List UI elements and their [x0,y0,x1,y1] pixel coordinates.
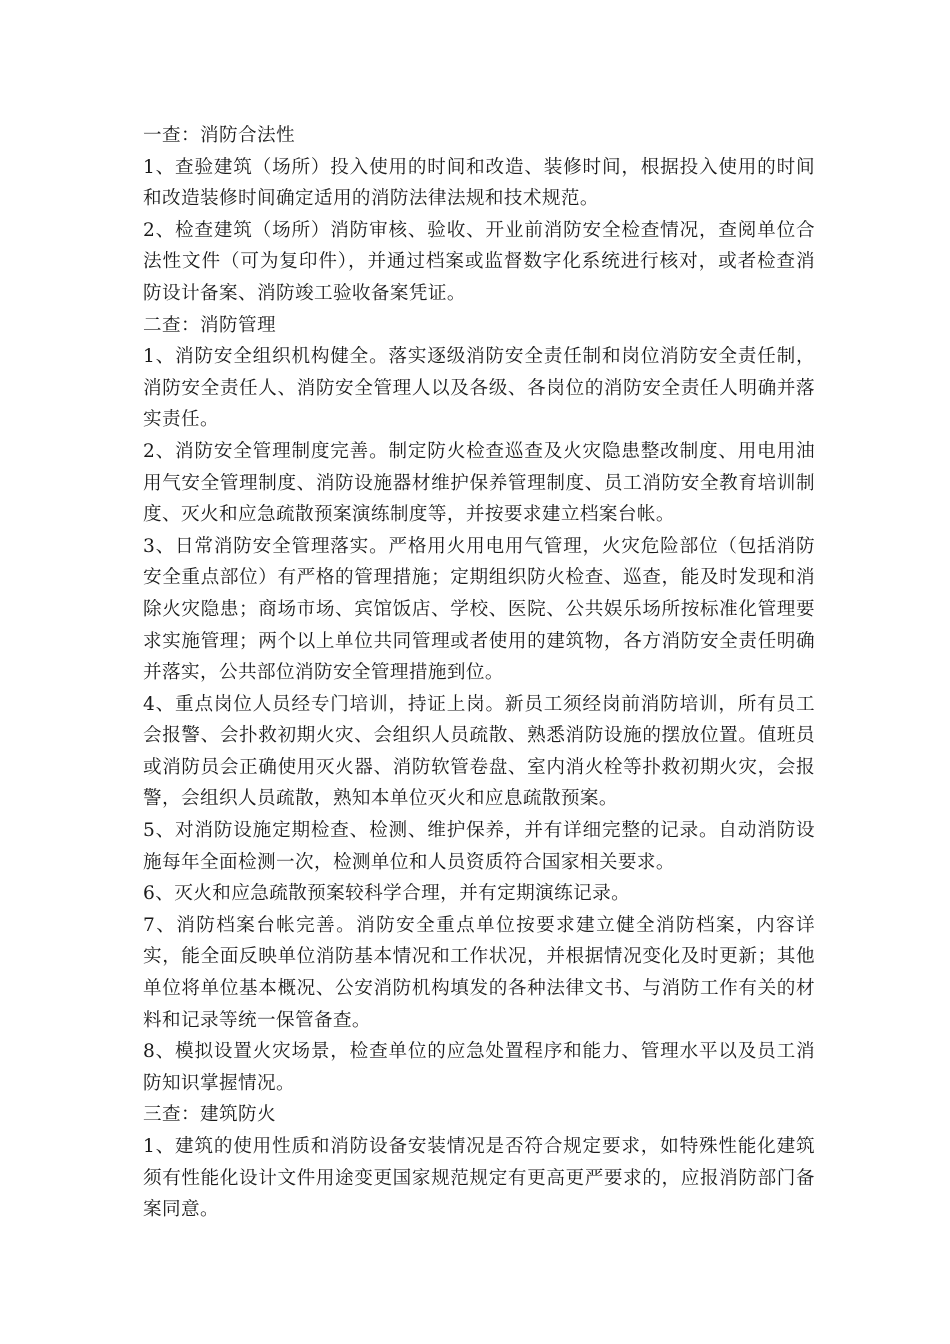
paragraph: 5、对消防设施定期检查、检测、维护保养，并有详细完整的记录。自动消防设施每年全面检测一次，检测单位和人员资质符合国家相关要求。 [143,820,815,873]
paragraph: 2、消防安全管理制度完善。制定防火检查巡查及火灾隐患整改制度、用电用油用气安全管理制度、消防设施器材维护保养管理制度、员工消防安全教育培训制度、灭火和应急疏散预案演练制度等，并按要求建立档案台帐。 [143,440,815,526]
section-heading-management: 二查：消防管理 [143,314,276,336]
paragraph: 3、日常消防安全管理落实。严格用火用电用气管理，火灾危险部位（包括消防安全重点部位）有严格的管理措施；定期组织防火检查、巡查，能及时发现和消除火灾隐患；商场市场、宾馆饭店、学校、医院、公共娱乐场所按标准化管理要求实施管理；两个以上单位共同管理或者使用的建筑物，各方消防安全责任明确并落实，公共部位消防安全管理措施到位。 [143,535,815,684]
section-heading-legality: 一查：消防合法性 [143,125,295,146]
paragraph: 1、查验建筑（场所）投入使用的时间和改造、装修时间，根据投入使用的时间和改造装修时间确定适用的消防法律法规和技术规范。 [143,156,815,210]
paragraph: 4、重点岗位人员经专门培训，持证上岗。新员工须经岗前消防培训，所有员工会报警、会扑救初期火灾、会组织人员疏散、熟悉消防设施的摆放位置。值班员或消防员会正确使用灭火器、消防软管卷盘、室内消火栓等扑救初期火灾，会报警，会组织人员疏散，熟知本单位灭火和应息疏散预案。 [143,693,815,810]
paragraph: 2、检查建筑（场所）消防审核、验收、开业前消防安全检查情况，查阅单位合法性文件（可为复印件），并通过档案或监督数字化系统进行核对，或者检查消防设计备案、消防竣工验收备案凭证。 [143,219,815,304]
paragraph: 8、模拟设置火灾场景，检查单位的应急处置程序和能力、管理水平以及员工消防知识掌握情况。 [143,1041,815,1094]
paragraph: 1、建筑的使用性质和消防设备安装情况是否符合规定要求，如特殊性能化建筑须有性能化设计文件用途变更国家规范规定有更高更严要求的，应报消防部门备案同意。 [143,1136,815,1221]
document-body [143,120,815,1226]
paragraph: 7、消防档案台帐完善。消防安全重点单位按要求建立健全消防档案，内容详实，能全面反映单位消防基本情况和工作状况，并根据情况变化及时更新；其他单位将单位基本概况、公安消防机构填发的各种法律文书、与消防工作有关的材料和记录等统一保管备查。 [143,914,815,1031]
paragraph: 6、灭火和应急疏散预案较科学合理，并有定期演练记录。 [143,883,631,905]
section-heading-building-fire-prevention: 三查：建筑防火 [143,1104,276,1126]
paragraph: 1、消防安全组织机构健全。落实逐级消防安全责任制和岗位消防安全责任制，消防安全责任人、消防安全管理人以及各级、各岗位的消防安全责任人明确并落实责任。 [143,346,815,431]
